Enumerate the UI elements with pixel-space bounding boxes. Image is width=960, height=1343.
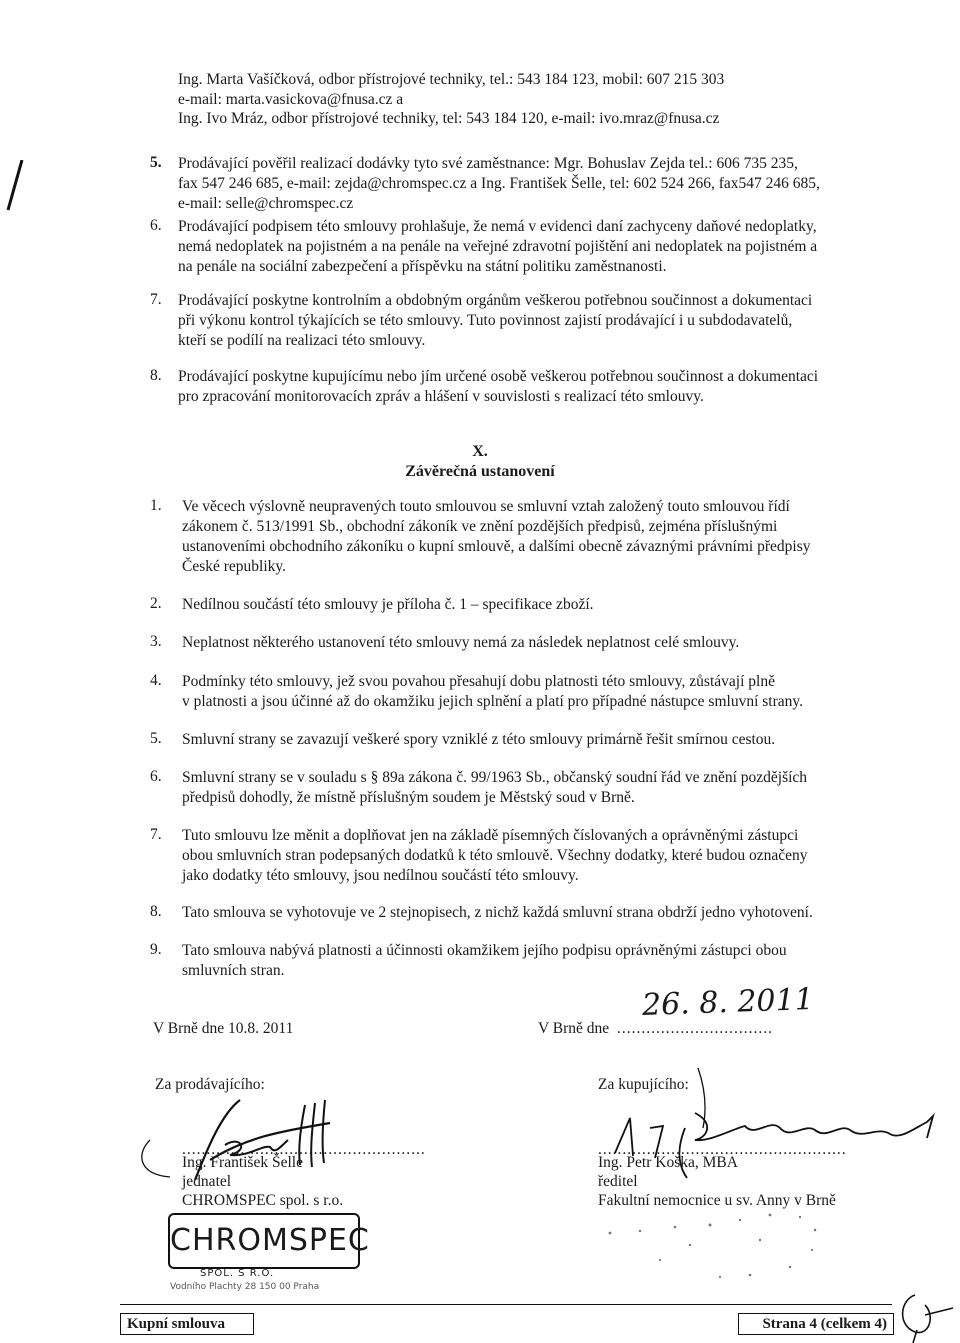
date-right-prefix: V Brně dne bbox=[538, 1020, 610, 1037]
seller-sign-line: .................................................. bbox=[182, 1141, 426, 1158]
clause-line: Ve věcech výslovně neupravených touto smlouvou se smluvní vztah založený touto smlouvou řídí bbox=[182, 498, 790, 515]
clause-number: 4. bbox=[150, 672, 162, 689]
seller-role: jednatel bbox=[182, 1173, 232, 1190]
clause-line: Tato smlouva se vyhotovuje ve 2 stejnopisech, z nichž každá smluvní strana obdrží jedno vyhotovení. bbox=[182, 904, 813, 921]
date-handwritten: 26. 8. 2011 bbox=[641, 982, 815, 1023]
seller-name: Ing. František Šelle bbox=[182, 1154, 303, 1171]
buyer-role: ředitel bbox=[598, 1173, 638, 1190]
faded-stamp bbox=[600, 1205, 850, 1285]
buyer-sign-line: ................................................... bbox=[598, 1141, 847, 1158]
footer-doc-title: Kupní smlouva bbox=[120, 1313, 254, 1335]
clause-number: 6. bbox=[150, 768, 162, 785]
contact-line-2: e-mail: marta.vasickova@fnusa.cz a bbox=[178, 91, 404, 108]
contact-line-3: Ing. Ivo Mráz, odbor přístrojové techniky, tel: 543 184 120, e-mail: ivo.mraz@fnusa.cz bbox=[178, 110, 720, 127]
clause-line: Nedílnou součástí této smlouvy je příloha č. 1 – specifikace zboží. bbox=[182, 596, 594, 613]
clause-number: 7. bbox=[150, 826, 162, 843]
clause-line: při výkonu kontrol týkajících se této smlouvy. Tuto povinnost zajistí prodávající i u subdodavatelů, bbox=[178, 312, 793, 329]
buyer-org: Fakultní nemocnice u sv. Anny v Brně bbox=[598, 1192, 836, 1209]
clause-line: obou smluvních stran podepsaných dodatků k této smlouvě. Všechny dodatky, které budou označeny bbox=[182, 847, 808, 864]
clause-number: 3. bbox=[150, 633, 162, 650]
clause-line: Prodávající poskytne kupujícímu nebo jím určené osobě veškerou potřebnou součinnost a dokumentaci bbox=[178, 368, 819, 385]
clause-number: 6. bbox=[150, 217, 162, 234]
clause-line: jako dodatky této smlouvy, jsou nedílnou součástí této smlouvy. bbox=[182, 867, 579, 884]
clause-number: 1. bbox=[150, 497, 162, 514]
clause-line: Prodávající pověřil realizací dodávky tyto své zaměstnance: Mgr. Bohuslav Zejda tel.: 606 735 235, bbox=[178, 155, 798, 172]
clause-line: České republiky. bbox=[182, 558, 287, 575]
clause-number: 5. bbox=[150, 730, 162, 747]
buyer-heading: Za kupujícího: bbox=[598, 1076, 689, 1093]
date-left: V Brně dne 10.8. 2011 bbox=[153, 1020, 294, 1037]
clause-line: Smluvní strany se zavazují veškeré spory vzniklé z této smlouvy primárně řešit smírnou cestou. bbox=[182, 731, 776, 748]
clause-line: Prodávající poskytne kontrolním a obdobným orgánům veškerou potřebnou součinnost a dokumentaci bbox=[178, 292, 813, 309]
clause-line: e-mail: selle@chromspec.cz bbox=[178, 195, 354, 212]
clause-line: Neplatnost některého ustanovení této smlouvy nemá za následek neplatnost celé smlouvy. bbox=[182, 634, 740, 651]
clause-line: Prodávající podpisem této smlouvy prohlašuje, že nemá v evidenci daní zachyceny daňové nedoplatky, bbox=[178, 218, 817, 235]
section-title: Závěrečná ustanovení bbox=[405, 463, 555, 480]
clause-number: 2. bbox=[150, 595, 162, 612]
stamp-address: Vodního Plachty 28 150 00 Praha bbox=[170, 1282, 320, 1292]
buyer-name: Ing. Petr Koška, MBA bbox=[598, 1154, 738, 1171]
clause-line: smluvních stran. bbox=[182, 962, 285, 979]
company-stamp bbox=[168, 1213, 370, 1269]
clause-line: fax 547 246 685, e-mail: zejda@chromspec.cz a Ing. František Šelle, tel: 602 524 266, fax547 246 685, bbox=[178, 175, 820, 192]
clause-number: 8. bbox=[150, 367, 162, 384]
clause-line: ustanoveními obchodního zákoníku o kupní smlouvě, a dalšími obecně závaznými právními předpisy bbox=[182, 538, 811, 555]
clause-line: Tato smlouva nabývá platnosti a účinnosti okamžikem jejího podpisu oprávněnými zástupci obou bbox=[182, 942, 787, 959]
margin-mark bbox=[0, 160, 30, 220]
clause-line: Podmínky této smlouvy, jež svou povahou přesahují dobu platnosti této smlouvy, zůstávají plně bbox=[182, 673, 775, 690]
clause-line: Smluvní strany se v souladu s § 89a zákona č. 99/1963 Sb., občanský soudní řád ve znění pozdějších bbox=[182, 769, 808, 786]
clause-line: pro zpracování monitorovacích zpráv a hlášení v souvislosti s realizací této smlouvy. bbox=[178, 388, 704, 405]
section-number: X. bbox=[472, 443, 488, 460]
clause-line: předpisů dohodly, že místně příslušným soudem je Městský soud v Brně. bbox=[182, 789, 635, 806]
seller-heading: Za prodávajícího: bbox=[155, 1076, 265, 1093]
page-corner-initials bbox=[895, 1290, 955, 1343]
seller-company: CHROMSPEC spol. s r.o. bbox=[182, 1192, 344, 1209]
clause-number: 5. bbox=[150, 154, 162, 171]
clause-number: 8. bbox=[150, 903, 162, 920]
clause-number: 7. bbox=[150, 291, 162, 308]
clause-line: v platnosti a jsou účinné až do okamžiku jejich splnění a platí pro případné nástupce smluvní strany. bbox=[182, 693, 803, 710]
stamp-logo: CHROMSPEC bbox=[170, 1223, 370, 1258]
clause-line: zákonem č. 513/1991 Sb., obchodní zákoník ve znění pozdějších předpisů, zejména příslušnými bbox=[182, 518, 778, 535]
clause-line: Tuto smlouvu lze měnit a doplňovat jen na základě písemných číslovaných a oprávněnými zástupci bbox=[182, 827, 799, 844]
footer-rule bbox=[120, 1304, 892, 1305]
clause-line: na penále na sociální zabezpečení a příspěvku na státní politiku zaměstnanosti. bbox=[178, 258, 667, 275]
date-dotted-line: ................................ bbox=[617, 1020, 773, 1037]
clause-line: kteří se podílí na realizaci této smlouvy. bbox=[178, 332, 426, 349]
clause-number: 9. bbox=[150, 941, 162, 958]
footer-page-number: Strana 4 (celkem 4) bbox=[738, 1313, 894, 1335]
stamp-sub: SPOL. S R.O. bbox=[200, 1268, 275, 1279]
contact-line-1: Ing. Marta Vašíčková, odbor přístrojové techniky, tel.: 543 184 123, mobil: 607 215 303 bbox=[178, 71, 725, 88]
clause-line: nemá nedoplatek na pojistném a na penále na veřejné zdravotní pojištění ani nedoplatek na pojistném a bbox=[178, 238, 818, 255]
